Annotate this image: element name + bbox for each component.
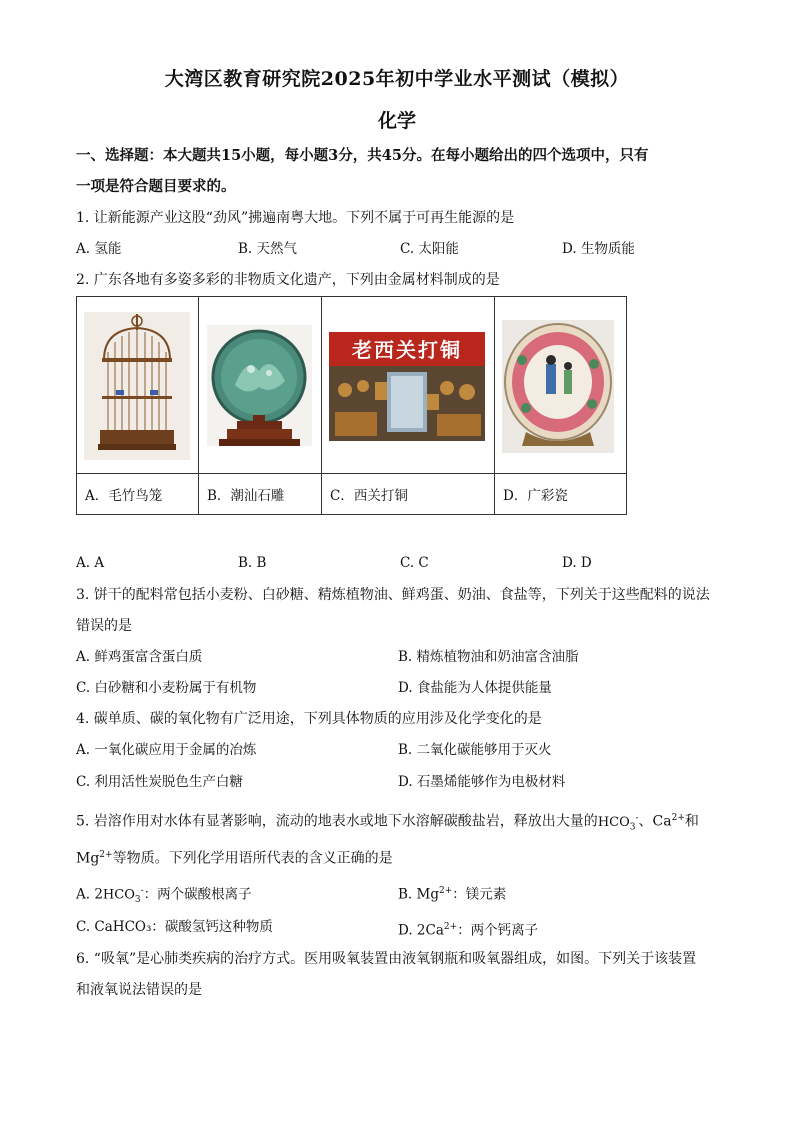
q3-stem-line2: 错误的是 [76,618,132,634]
q5-option-d-prefix: D. 2Ca [398,922,444,939]
hco3-text: HCO [597,814,630,830]
bird-cage-image [84,312,190,460]
q4-option-c: C. 利用活性炭脱色生产白糖 [76,774,243,790]
mg-charge: 2+ [99,850,113,860]
q2-caption-d: D．广彩瓷 [495,474,627,515]
stone-carving-image [207,325,312,446]
q5-option-d-text: ：两个钙离子 [457,922,539,939]
q1-option-b: B. 天然气 [238,241,298,257]
q6-stem-line2: 和液氧说法错误的是 [76,982,202,998]
q5-option-a [76,881,252,910]
q5-option-b-charge: 2+ [438,886,453,896]
q5-option-a-formula: HCO [102,887,135,903]
q2-image-table [76,296,627,515]
section-intro-line1: 一、选择题：本大题共15小题，每小题3分，共45分。在每小题给出的四个选项中，只有 [76,147,649,164]
q5-option-a-sub: 3 [134,895,141,906]
q1-option-a: A. 氢能 [76,241,122,257]
q5-option-b-prefix: B. Mg [398,886,439,903]
q2-caption-b: B．潮汕石雕 [199,474,322,515]
q1-option-d: D. 生物质能 [562,241,635,257]
q2-caption-a: A．毛竹鸟笼 [77,474,199,515]
q2-option-b: B. B [238,555,267,571]
q4-stem: 4. 碳单质、碳的氧化物有广泛用途，下列具体物质的应用涉及化学变化的是 [76,711,542,727]
q5-option-d [398,917,538,941]
section-intro-line2: 一项是符合题目要求的。 [76,178,236,195]
q2-stem: 2. 广东各地有多姿多彩的非物质文化遗产，下列由金属材料制成的是 [76,272,500,288]
copper-shop-image [329,332,485,441]
mg-symbol: Mg [76,850,100,867]
q5-stem-text-d: 等物质。下列化学用语所代表的含义正确的是 [112,850,393,867]
q5-stem-text-b: 、Ca [638,813,672,830]
q4-option-a: A. 一氧化碳应用于金属的冶炼 [76,742,257,758]
q4-option-b: B. 二氧化碳能够用于灭火 [398,742,552,758]
hco3-sub: 3 [629,822,636,833]
q5-option-a-charge: - [140,886,144,896]
q2-image-cell-b [199,297,322,474]
q4-option-d: D. 石墨烯能够作为电极材料 [398,774,566,790]
q3-option-d: D. 食盐能为人体提供能量 [398,680,552,696]
q5-option-c: C. CaHCO₃：碳酸氢钙这种物质 [76,919,273,935]
q2-caption-c: C．西关打铜 [322,474,495,515]
page-title: 大湾区教育研究院2025年初中学业水平测试（模拟） [164,68,630,90]
shop-sign-text: 老西关打铜 [352,338,462,362]
q6-stem-line1: 6. “吸氧”是心肺类疾病的治疗方式。医用吸氧装置由液氧钢瓶和吸氧器组成，如图。下列关于该装置 [76,951,697,967]
q5-option-b [398,881,506,905]
hco3-charge: - [635,813,639,824]
q5-stem-text-c: 和 [684,813,699,830]
q5-option-b-text: ：镁元素 [452,886,507,903]
q5-option-a-prefix: A. 2 [76,886,103,903]
porcelain-plate-image [502,320,614,453]
q2-image-cell-a [77,297,199,474]
q3-option-b: B. 精炼植物油和奶油富含油脂 [398,649,579,665]
q3-option-c: C. 白砂糖和小麦粉属于有机物 [76,680,257,696]
q1-stem: 1. 让新能源产业这股“劲风”拂遍南粤大地。下列不属于可再生能源的是 [76,210,515,226]
q2-option-c: C. C [400,555,429,571]
q5-stem-line2 [76,845,393,869]
q3-stem-line1: 3. 饼干的配料常包括小麦粉、白砂糖、精炼植物油、鲜鸡蛋、奶油、食盐等，下列关于这些配料的说法 [76,587,710,603]
q5-option-d-charge: 2+ [443,922,458,932]
q2-image-cell-d [495,297,627,474]
ca-charge: 2+ [671,813,685,823]
q5-stem-text-a: 5. 岩溶作用对水体有显著影响，流动的地表水或地下水溶解碳酸盐岩，释放出大量的 [76,813,598,830]
subject-title: 化学 [377,110,416,132]
q5-option-a-text: ：两个碳酸根离子 [143,886,252,903]
q5-stem-line1 [76,808,699,837]
q2-option-d: D. D [562,555,592,571]
hco3-formula [597,813,639,833]
q2-option-a: A. A [76,555,105,571]
q3-option-a: A. 鲜鸡蛋富含蛋白质 [76,649,203,665]
q2-image-cell-c [322,297,495,474]
q1-option-c: C. 太阳能 [400,241,459,257]
